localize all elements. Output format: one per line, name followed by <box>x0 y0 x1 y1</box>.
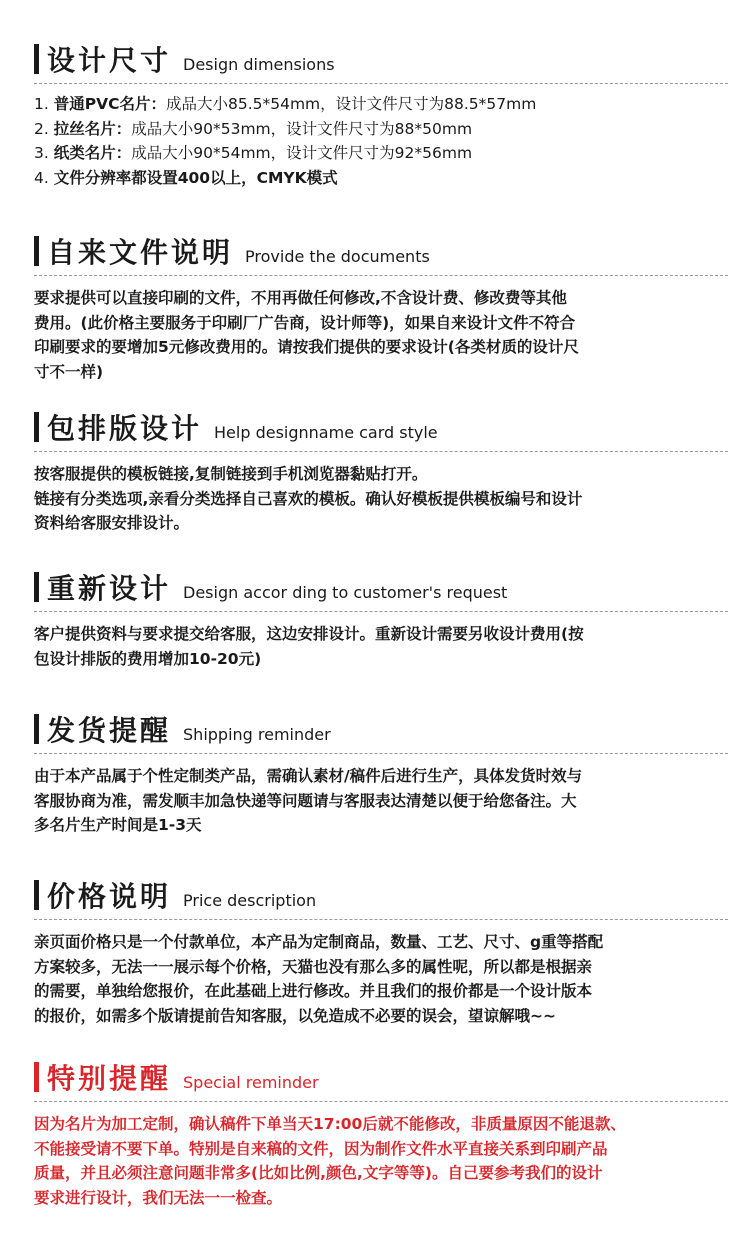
heading-bar <box>34 1062 39 1092</box>
heading-bar <box>34 44 39 74</box>
list-item <box>34 141 728 166</box>
section-heading <box>34 708 728 748</box>
section-heading <box>34 406 728 446</box>
divider <box>34 753 728 754</box>
body-line: 方案较多，无法一一展示每个价格，天猫也没有那么多的属性呢，所以都是根据亲 <box>34 957 593 976</box>
section-heading <box>34 1056 728 1096</box>
heading-en: Design accor ding to customer's request <box>183 583 508 602</box>
item-key: 普通PVC名片： <box>53 95 166 113</box>
body-line: 要求进行设计，我们无法一一检查。 <box>34 1188 283 1207</box>
body-line: 寸不一样) <box>34 362 104 381</box>
section-body <box>34 764 728 838</box>
heading-en: Price description <box>183 891 317 910</box>
divider <box>34 451 728 452</box>
heading-bar <box>34 236 39 266</box>
divider <box>34 919 728 920</box>
divider <box>34 611 728 612</box>
heading-bar <box>34 572 39 602</box>
body-line: 质量，并且必须注意问题非常多(比如比例,颜色,文字等等)。自己要参考我们的设计 <box>34 1164 603 1182</box>
list-item <box>34 117 728 142</box>
section-shipping-reminder <box>34 708 728 838</box>
list-item <box>34 166 728 191</box>
body-line: 包设计排版的费用增加10-20元) <box>34 649 262 668</box>
body-line: 按客服提供的模板链接,复制链接到手机浏览器黏贴打开。 <box>34 465 428 483</box>
item-key: 纸类名片： <box>53 144 132 162</box>
heading-en: Help designname card style <box>214 423 438 442</box>
section-body <box>34 462 728 536</box>
body-line: 由于本产品属于个性定制类产品，需确认素材/稿件后进行生产，具体发货时效与 <box>34 767 583 785</box>
body-line: 链接有分类选项,亲看分类选择自己喜欢的模板。确认好模板提供模板编号和设计 <box>34 489 583 508</box>
heading-bar <box>34 412 39 442</box>
section-special-reminder <box>34 1056 728 1210</box>
section-help-design <box>34 406 728 536</box>
section-heading <box>34 38 728 78</box>
body-line: 多名片生产时间是1-3天 <box>34 816 202 834</box>
item-number: 2. <box>34 119 49 138</box>
heading-zh: 包排版设计 <box>47 412 203 445</box>
divider <box>34 83 728 84</box>
body-line: 资料给客服安排设计。 <box>34 514 190 532</box>
body-line: 印刷要求的要增加5元修改费用的。请按我们提供的要求设计(各类材质的设计尺 <box>34 338 579 356</box>
section-body <box>34 622 728 671</box>
heading-bar <box>34 714 39 744</box>
item-key: 文件分辨率都设置400以上，CMYK模式 <box>53 168 338 187</box>
heading-zh: 设计尺寸 <box>47 44 172 77</box>
item-value: 成品大小90*54mm，设计文件尺寸为92*56mm <box>131 144 473 162</box>
body-line: 要求提供可以直接印刷的文件，不用再做任何修改,不含设计费、修改费等其他 <box>34 289 567 307</box>
body-line: 客服协商为准，需发顺丰加急快递等问题请与客服表达清楚以便于给您备注。大 <box>34 791 577 810</box>
body-line: 亲页面价格只是一个付款单位，本产品为定制商品，数量、工艺、尺寸、g重等搭配 <box>34 933 604 951</box>
section-price-description <box>34 874 728 1028</box>
section-heading <box>34 874 728 914</box>
heading-zh: 重新设计 <box>47 572 172 605</box>
item-number: 3. <box>34 144 49 162</box>
section-body <box>34 286 728 384</box>
heading-zh: 自来文件说明 <box>47 236 234 269</box>
heading-zh: 特别提醒 <box>47 1062 172 1095</box>
section-body <box>34 92 728 190</box>
section-body <box>34 930 728 1028</box>
heading-en: Provide the documents <box>245 247 430 266</box>
heading-en: Special reminder <box>183 1073 319 1092</box>
heading-zh: 价格说明 <box>47 880 172 913</box>
body-line: 的报价，如需多个版请提前告知客服，以免造成不必要的误会，望谅解哦~~ <box>34 1006 556 1025</box>
section-body <box>34 1112 728 1210</box>
section-provide-documents <box>34 230 728 384</box>
section-heading <box>34 230 728 270</box>
body-line: 费用。(此价格主要服务于印刷厂广告商，设计师等)，如果自来设计文件不符合 <box>34 313 576 332</box>
section-heading <box>34 566 728 606</box>
heading-zh: 发货提醒 <box>47 714 172 747</box>
heading-en: Design dimensions <box>183 55 335 74</box>
item-number: 1. <box>34 95 49 113</box>
item-number: 4. <box>34 168 49 187</box>
divider <box>34 1101 728 1102</box>
heading-bar <box>34 880 39 910</box>
item-value: 成品大小85.5*54mm，设计文件尺寸为88.5*57mm <box>165 95 537 113</box>
section-redesign <box>34 566 728 671</box>
item-value: 成品大小90*53mm，设计文件尺寸为88*50mm <box>131 119 473 138</box>
body-line: 因为名片为加工定制，确认稿件下单当天17:00后就不能修改，非质量原因不能退款、 <box>34 1115 626 1133</box>
body-line: 客户提供资料与要求提交给客服，这边安排设计。重新设计需要另收设计费用(按 <box>34 625 584 643</box>
list-item <box>34 92 728 117</box>
divider <box>34 275 728 276</box>
body-line: 的需要，单独给您报价，在此基础上进行修改。并且我们的报价都是一个设计版本 <box>34 982 593 1000</box>
body-line: 不能接受请不要下单。特别是自来稿的文件，因为制作文件水平直接关系到印刷产品 <box>34 1139 608 1158</box>
heading-en: Shipping reminder <box>183 725 331 744</box>
item-key: 拉丝名片： <box>53 119 132 138</box>
section-design-dimensions <box>34 38 728 190</box>
